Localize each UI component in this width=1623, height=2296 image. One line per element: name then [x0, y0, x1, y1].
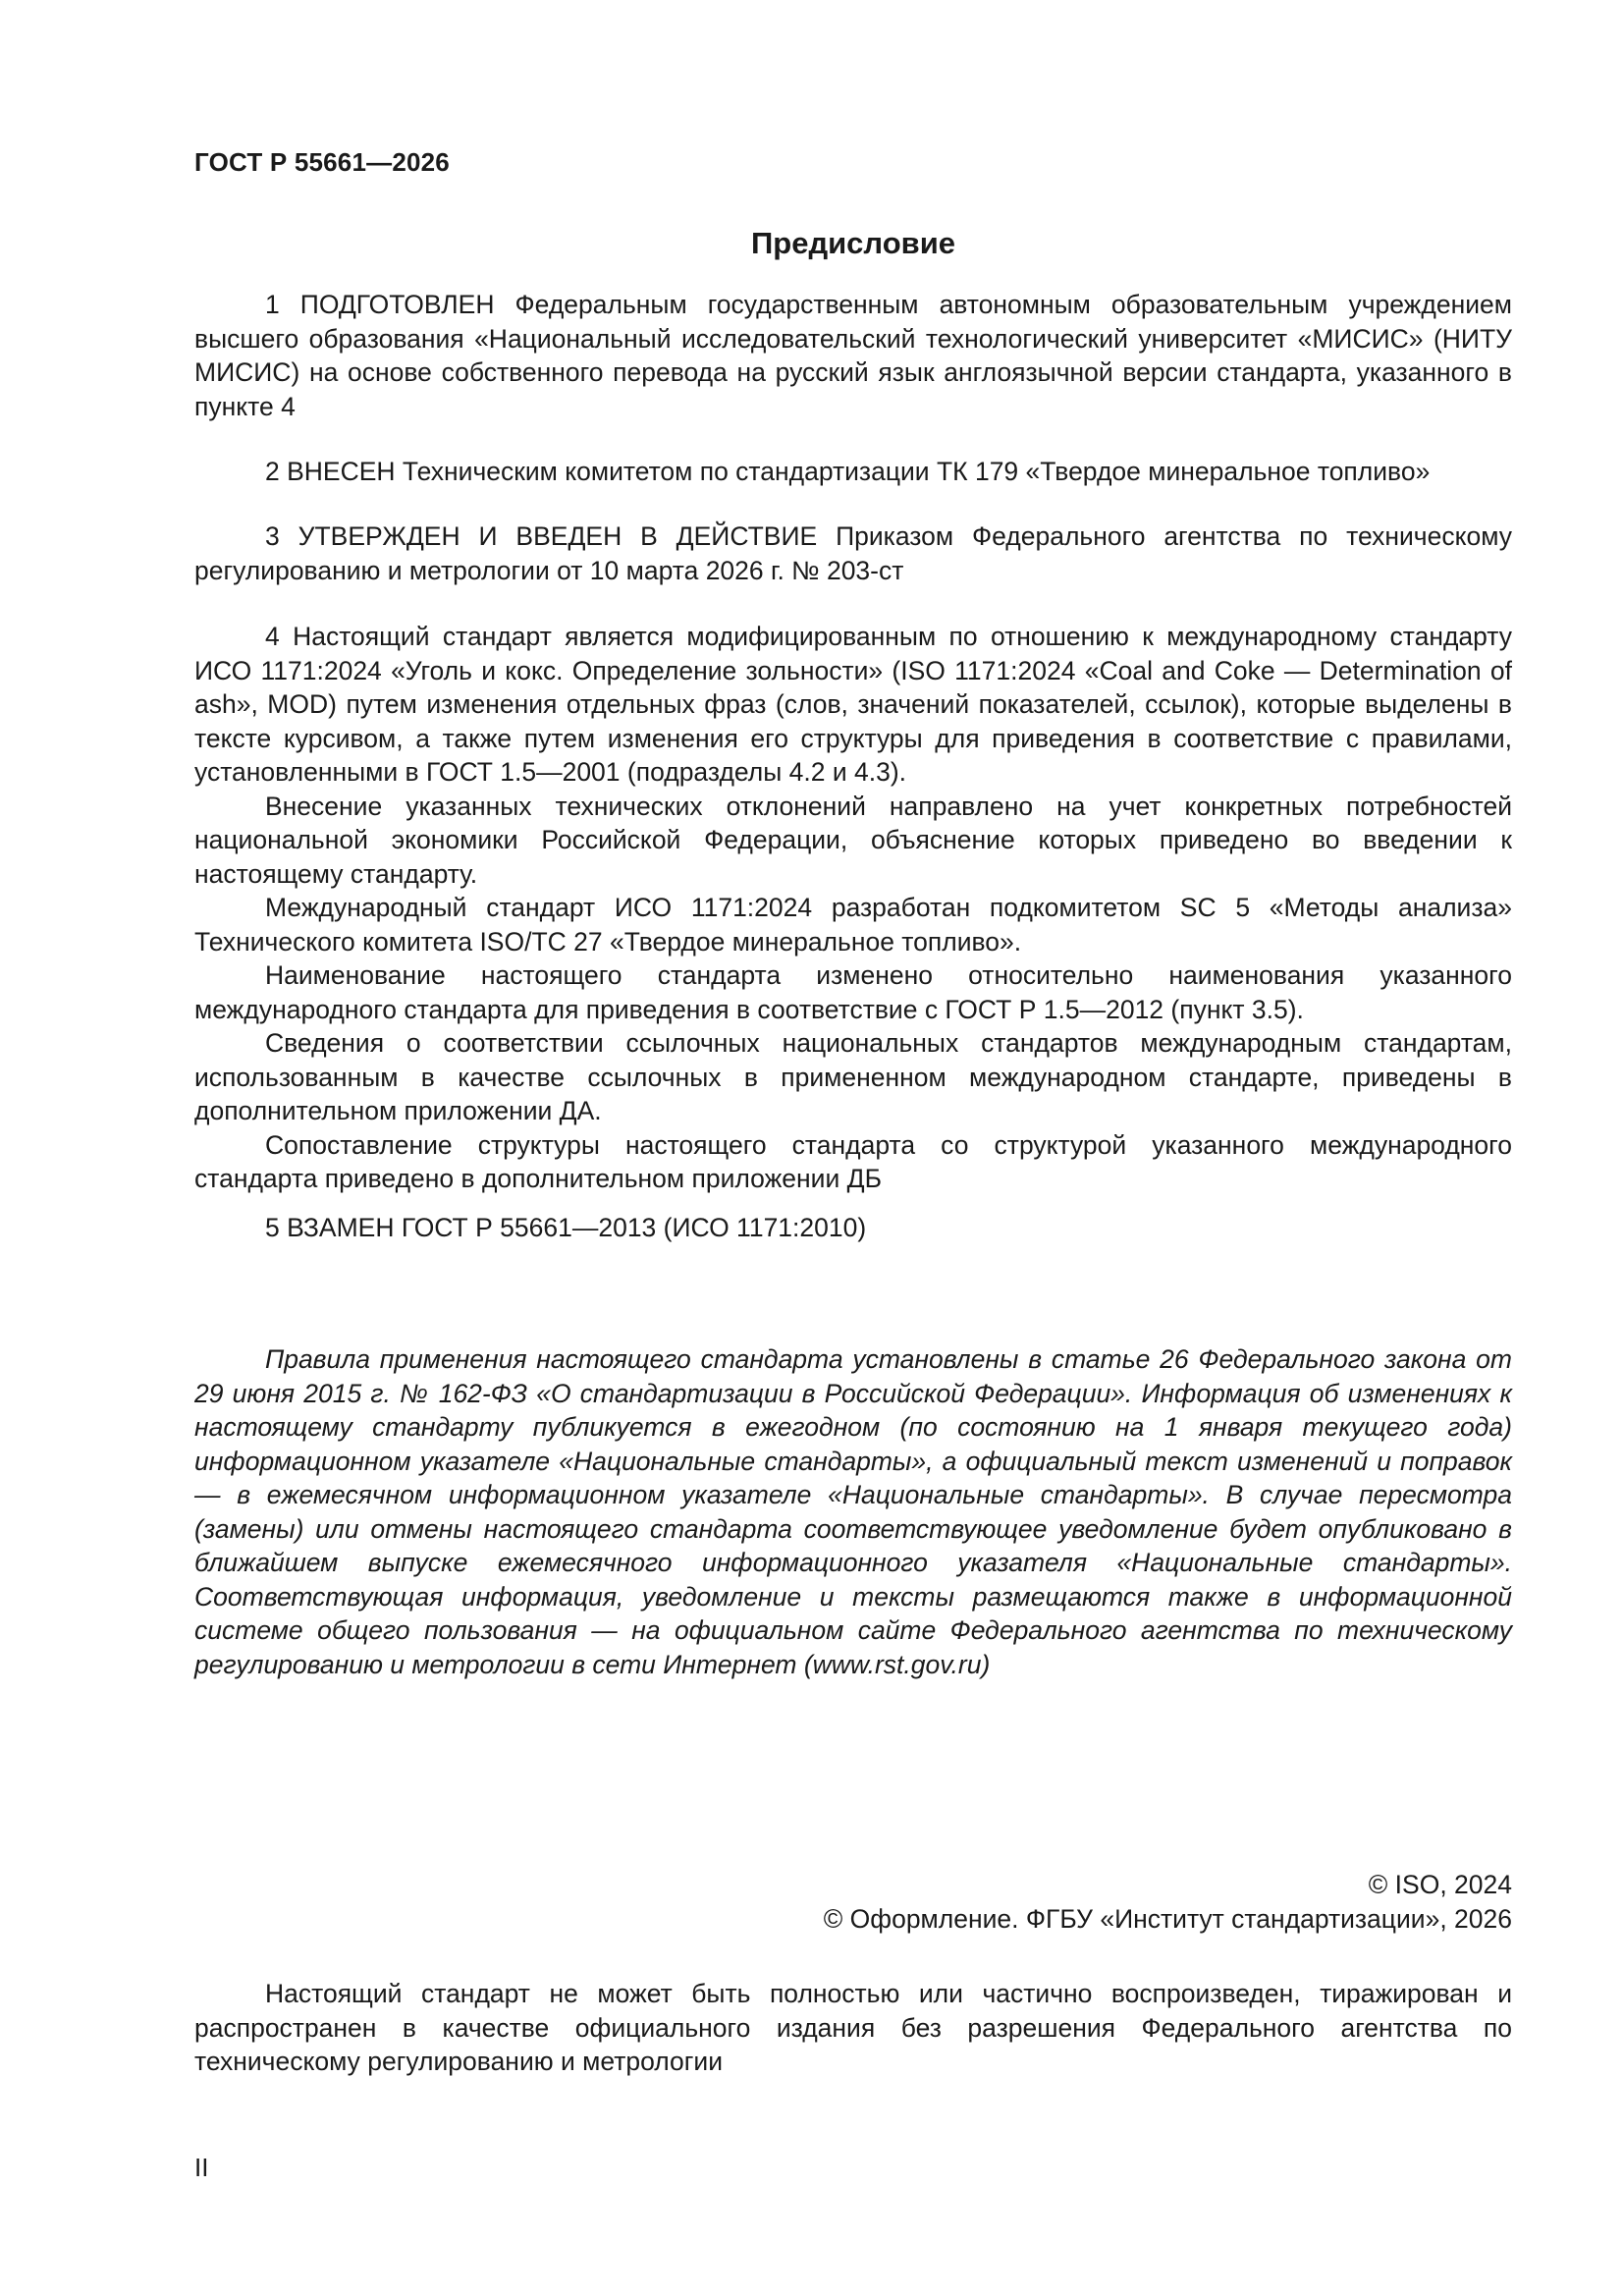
item-2-block [194, 455, 1512, 489]
item-4-block [194, 620, 1512, 1196]
reproduction-notice-block [194, 1977, 1512, 2079]
item-4-main: 4 Настоящий стандарт является модифицированным по отношению к международному стандарту ИСО 1171:2024 «Уголь и кокс. Определение зольности» (ISO 1171:2024 «Coal and Coke — Determination of ash», MOD) путем изменения отдельных фраз (слов, значений показателей, ссылок), которые выделены в тексте курсивом, а также путем изменения его структуры для приведения в соответствие с правилами, установленными в ГОСТ 1.5—2001 (подразделы 4.2 и 4.3). [194, 622, 1512, 787]
rules-notice: Правила применения настоящего стандарта установлены в статье 26 Федерального закона от 29 июня 2015 г. № 162-ФЗ «О стандартизации в Российской Федерации». Информация об изменениях к настоящему стандарту публикуется в ежегодном (по состоянию на 1 января текущего года) информационном указателе «Национальные стандарты», а официальный текст изменений и поправок — в ежемесячном информационном указателе «Национальные стандарты». В случае пересмотра (замены) или отмены настоящего стандарта соответствующее уведомление будет опубликовано в ближайшем выпуске ежемесячного информационного указателя «Национальные стандарты». Соответствующая информация, уведомление и тексты размещаются также в информационной системе общего пользования — на официальном сайте Федерального агентства по техническому регулированию и метрологии в сети Интернет (www.rst.gov.ru) [194, 1344, 1512, 1679]
item-4-structure: Сопоставление структуры настоящего стандарта со структурой указанного международного стандарта приведено в дополнительном приложении ДБ [194, 1129, 1512, 1193]
copyright-block [194, 1868, 1512, 1936]
item-4-developer: Международный стандарт ИСО 1171:2024 разработан подкомитетом SC 5 «Методы анализа» Технического комитета ISO/TC 27 «Твердое минеральное топливо». [194, 893, 1512, 957]
copyright-design: © Оформление. ФГБУ «Институт стандартизации», 2026 [823, 1903, 1512, 1934]
item-2: 2 ВНЕСЕН Техническим комитетом по стандартизации ТК 179 «Твердое минеральное топливо» [265, 457, 1431, 486]
item-5-block [194, 1211, 1512, 1245]
item-4-title-change: Наименование настоящего стандарта изменено относительно наименования указанного международного стандарта для приведения в соответствие с ГОСТ Р 1.5—2012 (пункт 3.5). [194, 960, 1512, 1024]
item-1: 1 ПОДГОТОВЛЕН Федеральным государственным автономным образовательным учреждением высшего образования «Национальный исследовательский технологический университет «МИСИС» (НИТУ МИСИС) на основе собственного перевода на русский язык англоязычной версии стандарта, указанного в пункте 4 [194, 290, 1512, 421]
rules-notice-block [194, 1342, 1512, 1681]
item-3-block [194, 519, 1512, 587]
item-3: 3 УТВЕРЖДЕН И ВВЕДЕН В ДЕЙСТВИЕ Приказом Федерального агентства по техническому регулированию и метрологии от 10 марта 2026 г. № 203-ст [194, 521, 1512, 585]
item-4-deviations: Внесение указанных технических отклонений направлено на учет конкретных потребностей национальной экономики Российской Федерации, объяснение которых приведено во введении к настоящему стандарту. [194, 791, 1512, 889]
page-number: II [194, 2153, 209, 2182]
document-id-header: ГОСТ Р 55661—2026 [194, 147, 450, 177]
item-4-references: Сведения о соответствии ссылочных национальных стандартов международным стандартам, использованным в качестве ссылочных в примененном международном стандарте, приведены в дополнительном приложении ДА. [194, 1028, 1512, 1125]
reproduction-notice: Настоящий стандарт не может быть полностью или частично воспроизведен, тиражирован и распространен в качестве официального издания без разрешения Федерального агентства по техническому регулированию и метрологии [194, 1979, 1512, 2076]
item-5: 5 ВЗАМЕН ГОСТ Р 55661—2013 (ИСО 1171:2010) [265, 1213, 867, 1242]
page-title: Предисловие [750, 226, 955, 260]
copyright-iso: © ISO, 2024 [1368, 1870, 1512, 1899]
item-1-block [194, 288, 1512, 423]
